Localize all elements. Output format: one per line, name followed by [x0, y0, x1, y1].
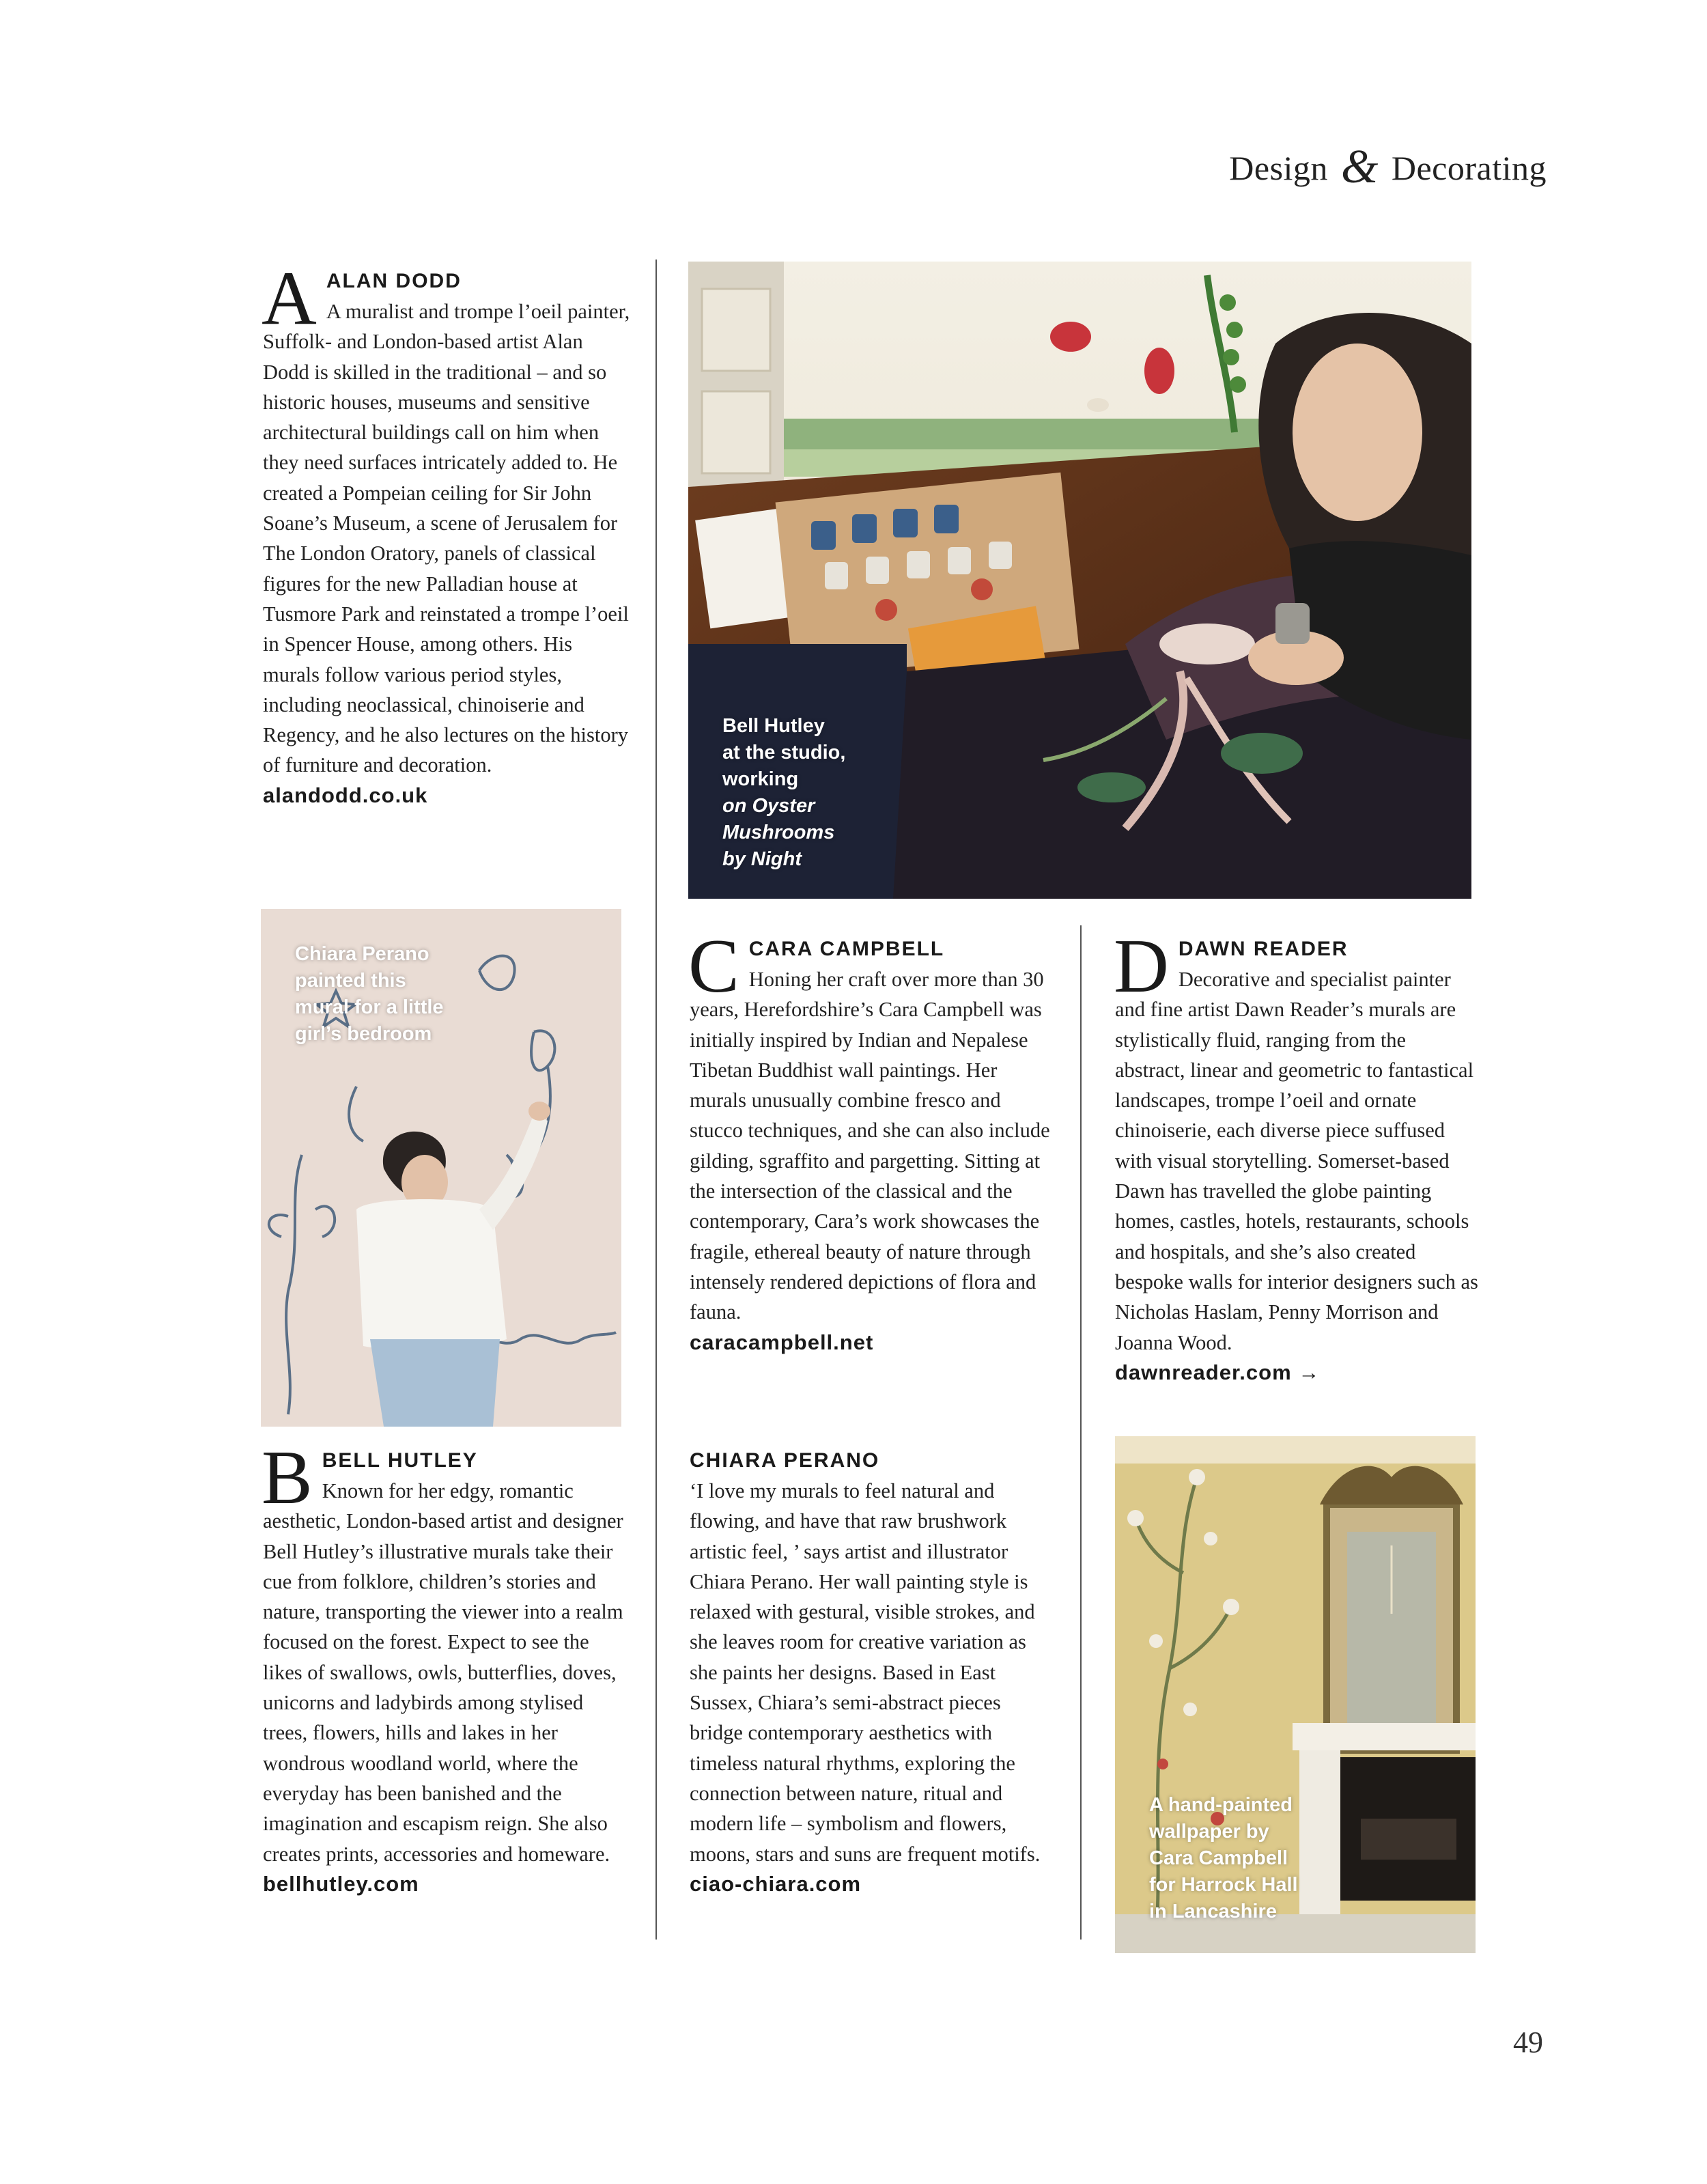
entry-alan-dodd [262, 256, 632, 811]
caption-line: for Harrock Hall [1149, 1874, 1298, 1896]
artist-website-link[interactable]: alandodd.co.uk [263, 783, 428, 807]
artist-website-link[interactable]: bellhutley.com [263, 1871, 419, 1896]
caption-line: in Lancashire [1149, 1901, 1277, 1922]
artist-name: ALAN DODD [326, 270, 462, 292]
caption-line: Cara Campbell [1149, 1847, 1288, 1869]
artist-website-link[interactable]: ciao-chiara.com [690, 1871, 862, 1896]
entry-dawn-reader [1114, 924, 1480, 1388]
caption-line: mural for a little [295, 996, 444, 1018]
caption-line: girl’s bedroom [295, 1023, 432, 1045]
dropcap-a: A [262, 256, 317, 341]
section-label-design: Design [1229, 149, 1328, 187]
caption-line: A hand-painted [1149, 1794, 1293, 1816]
section-label-decorating: Decorating [1391, 149, 1547, 187]
caption-line: painted this [295, 970, 406, 992]
artist-name: CHIARA PERANO [690, 1449, 880, 1472]
dropcap-b: B [262, 1436, 313, 1520]
dropcap-c: C [688, 924, 739, 1009]
artist-bio: Decorative and specialist painter and fine artist Dawn Reader’s murals are stylistically fluid, ranging from the abstract, linear and geometric to fantastical landscapes, trompe l’oeil and ornate chinoiserie, each diverse piece suffused with visual storytelling. Somerset-based Dawn has travelled the globe painting homes, castles, hotels, restaurants, schools and hospitals, and she’s also created bespoke walls for interior designers such as Nicholas Haslam, Penny Morrison and Joanna Wood. [1115, 968, 1478, 1354]
caption-line: Mushrooms [722, 822, 835, 843]
entry-cara-campbell [688, 924, 1055, 1358]
caption-cara-campbell [1149, 1792, 1298, 1925]
caption-chiara-perano [295, 941, 444, 1048]
dropcap-d: D [1114, 924, 1169, 1009]
website-text: dawnreader.com [1115, 1360, 1292, 1384]
artist-name: DAWN READER [1178, 938, 1349, 960]
column-divider-right [1080, 925, 1082, 1940]
entry-chiara-perano [690, 1446, 1055, 1899]
caption-line: working [722, 768, 799, 790]
section-header [1229, 140, 1547, 195]
artist-bio: Honing her craft over more than 30 years, Herefordshire’s Cara Campbell was initially inspired by Indian and Nepalese Tibetan Buddhist wall paintings. Her murals unusually combine fresco and stucco techniques, and she can also include gilding, sgraffito and pargetting. Sitting at the intersection of the classical and the contemporary, Cara’s work showcases the fragile, ethereal beauty of nature through intensely rendered depictions of flora and fauna. [690, 968, 1050, 1324]
column-divider-left [655, 260, 657, 1940]
artist-bio: Known for her edgy, romantic aesthetic, London-based artist and designer Bell Hutley’s illustrative murals take their cue from folklore, children’s stories and nature, transporting the viewer into a realm focused on the forest. Expect to see the likes of swallows, owls, butterflies, doves, unicorns and ladybirds among stylised trees, flowers, hills and lakes in her wondrous woodland world, where the everyday has been banished and the imagination and escapism reign. She also creates prints, accessories and homeware. [263, 1479, 623, 1866]
artist-website-link[interactable] [1115, 1358, 1480, 1388]
caption-line: at the studio, [722, 742, 846, 764]
caption-bell-hutley [722, 713, 845, 873]
caption-line: on Oyster [722, 795, 815, 817]
page-number: 49 [1513, 2026, 1543, 2059]
caption-line: Chiara Perano [295, 943, 429, 965]
ampersand: & [1340, 141, 1379, 193]
artist-website-link[interactable]: caracampbell.net [690, 1330, 874, 1354]
caption-line: by Night [722, 848, 802, 870]
artist-name: CARA CAMPBELL [748, 938, 945, 960]
arrow-right-icon: → [1298, 1360, 1321, 1384]
entry-bell-hutley [262, 1436, 632, 1899]
artist-bio: A muralist and trompe l’oeil painter, Suffolk- and London-based artist Alan Dodd is skilled in the traditional – and so historic houses, museums and sensitive architectural buildings call on him when they need surfaces intricately added to. He created a Pompeian ceiling for Sir John Soane’s Museum, a scene of Jerusalem for The London Oratory, panels of classical figures for the new Palladian house at Tusmore Park and reinstated a trompe l’oeil in Spencer House, among others. His murals follow various period styles, including neoclassical, chinoiserie and Regency, and he also lectures on the history of furniture and decoration. [263, 300, 630, 777]
artist-bio: ‘I love my murals to feel natural and flowing, and have that raw brushwork artistic feel, ’ says artist and illustrator Chiara Perano. Her wall painting style is relaxed with gestural, visible strokes, and she leaves room for creative variation as she paints her designs. Based in East Sussex, Chiara’s semi-abstract pieces bridge contemporary aesthetics with timeless natural rhythms, exploring the connection between nature, ritual and modern life – symbolism and flowers, moons, stars and suns are frequent motifs. [690, 1479, 1041, 1866]
caption-line: Bell Hutley [722, 715, 825, 737]
caption-line: wallpaper by [1149, 1821, 1269, 1843]
artist-name: BELL HUTLEY [322, 1449, 478, 1472]
